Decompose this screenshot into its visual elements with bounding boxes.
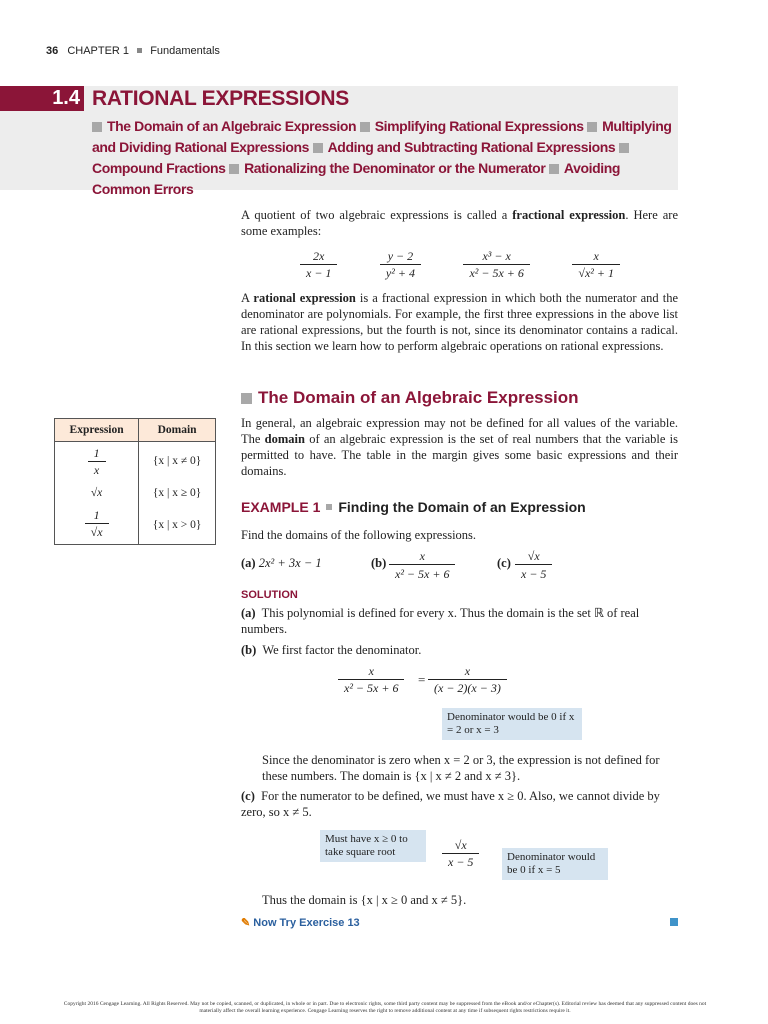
table-row: $\frac{1}{√x}$ {x | x > 0}	[55, 506, 216, 545]
pencil-icon: ✎	[241, 917, 251, 929]
domain-paragraph	[241, 415, 678, 479]
solution-b-conclusion: Since the denominator is zero when x = 2 or 3, the expression is not defined for these numbers. The domain is {x | x ≠ 2 and x ≠ 3}.	[262, 753, 660, 783]
square-bullet-icon	[92, 122, 102, 132]
example-title: Finding the Domain of an Expression	[338, 499, 586, 515]
heading-text: The Domain of an Algebraic Expression	[258, 388, 579, 407]
square-bullet-icon	[326, 504, 332, 510]
callout-note: Must have x ≥ 0 to take square root	[320, 830, 426, 862]
table-header: Domain	[139, 419, 216, 442]
domain-table	[54, 418, 216, 545]
fraction: $\frac{√x}{x - 5}$	[442, 838, 479, 870]
copyright-footer: Copyright 2016 Cengage Learning. All Rights Reserved. May not be copied, scanned, or duplicated, in whole or in part. Due to electronic rights, some third party content may be suppressed from the eBook and/or eChapter(s). Editorial review has deemed that any suppressed content does not materially affect the overall learning experience. Cengage Learning reserves the right to remove additional content at any time if subsequent rights restrictions require it.	[63, 1001, 707, 1014]
solution-c-conclusion: Thus the domain is {x | x ≥ 0 and x ≠ 5}.	[262, 893, 467, 907]
fraction: $\frac{2x}{x - 1}$	[300, 249, 337, 281]
square-bullet-icon	[229, 164, 239, 174]
section-number: 1.4	[0, 86, 84, 111]
text: is a fractional expression in which both the numerator and the denominator are polynomials. For example, the first three expressions in the above list are rational expressions, but the fourth is not, since its denominator contains a radical. In this section we learn how to perform algebraic operations on rational expressions.	[241, 291, 679, 353]
section-title: RATIONAL EXPRESSIONS	[92, 87, 349, 110]
text: In general, an algebraic expression may not be defined for all values of the variable. The	[241, 416, 678, 446]
example-label: EXAMPLE 1	[241, 499, 321, 515]
end-of-example-icon	[670, 918, 678, 926]
topic: The Domain of an Algebraic Expression	[107, 118, 357, 134]
square-bullet-icon	[241, 393, 252, 404]
fraction: $\frac{\text{x³ − x}}{\text{x² − 5x + 6}}$	[463, 249, 529, 281]
factored-equation: $\frac{x}{\text{x² − 5x + 6}}$ = $\frac{x}{(x - 2)(x - 3)}$	[338, 664, 528, 696]
topic: Compound Fractions	[92, 160, 226, 176]
callout-note: Denominator would be 0 if x = 2 or x = 3	[442, 708, 582, 740]
solution-c: (c) For the numerator to be defined, we must have x ≥ 0. Also, we cannot divide by zero, so x ≠ 5.	[241, 789, 660, 819]
subsection-heading	[241, 388, 579, 408]
topic: Adding and Subtracting Rational Expressions	[327, 139, 616, 155]
fraction: $\frac{x}{\text{√x² + 1}}$	[572, 249, 620, 281]
now-try-label: Now Try Exercise 13	[253, 917, 360, 929]
square-bullet-icon	[137, 48, 142, 53]
solution-b: (b) We first factor the denominator.	[241, 643, 422, 657]
text: A	[241, 291, 254, 305]
square-bullet-icon	[587, 122, 597, 132]
chapter-title: Fundamentals	[150, 45, 220, 57]
text: . Here are some examples:	[241, 208, 678, 238]
example-heading	[241, 499, 586, 515]
table-row: √x {x | x ≥ 0}	[55, 480, 216, 506]
intro-paragraph	[241, 207, 678, 239]
table-header: Expression	[55, 419, 139, 442]
fraction: $\frac{y - 2}{\text{y² + 4}}$	[380, 249, 421, 281]
chapter-label: CHAPTER 1	[67, 45, 130, 57]
term: domain	[264, 432, 305, 446]
text: A quotient of two algebraic expressions is called a	[241, 208, 513, 222]
solution-label: SOLUTION	[241, 589, 298, 601]
term: rational expression	[253, 291, 356, 305]
topic: Avoiding Common Errors	[92, 160, 621, 197]
text: of an algebraic expression is the set of real numbers that the variable is permitted to have. The table in the margin gives some basic expressions and their domains.	[241, 432, 678, 478]
rational-definition	[241, 290, 678, 354]
square-bullet-icon	[619, 143, 629, 153]
section-topics	[92, 116, 672, 200]
page-number: 36	[46, 45, 59, 57]
example-expressions: (a) 2x² + 3x − 1 (b) $\frac{x}{\text{x² − 5x + 6}}$ (c) $\frac{√x}{x - 5}$	[241, 548, 561, 584]
topic: Multiplying and Dividing Rational Expressions	[92, 118, 672, 155]
example-prompt: Find the domains of the following expressions.	[241, 528, 477, 542]
running-header	[46, 45, 220, 57]
example-fractions	[300, 249, 620, 281]
now-try-link[interactable]	[241, 916, 360, 929]
solution-a: (a) This polynomial is defined for every x. Thus the domain is the set ℝ of real numbers.	[241, 606, 640, 636]
square-bullet-icon	[549, 164, 559, 174]
topic: Simplifying Rational Expressions	[374, 118, 584, 134]
topic: Rationalizing the Denominator or the Numerator	[244, 160, 546, 176]
callout-note: Denominator would be 0 if x = 5	[502, 848, 608, 880]
table-row: $\frac{1}{x}$ {x | x ≠ 0}	[55, 442, 216, 481]
square-bullet-icon	[313, 143, 323, 153]
square-bullet-icon	[360, 122, 370, 132]
term: fractional expression	[512, 208, 626, 222]
